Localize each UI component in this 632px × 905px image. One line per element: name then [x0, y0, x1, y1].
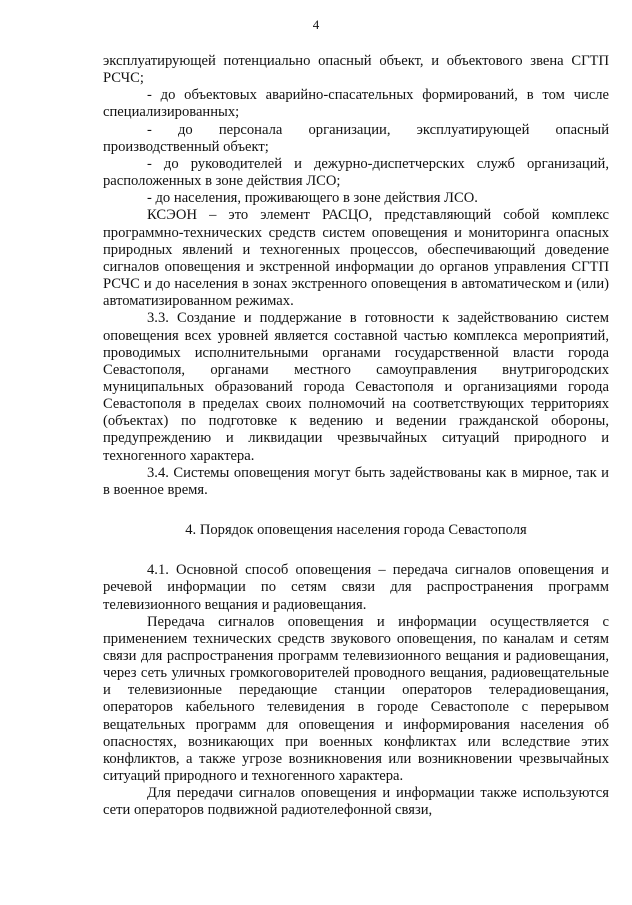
document-body: [103, 53, 609, 820]
paragraph-signal-transmission: Передача сигналов оповещения и информации осуществляется с применением технических средств звукового оповещения, по каналам и сетям связи для распространения программ телевизионного вещания и радиовещания, через сеть уличных громкоговорителей проводного вещания, радиовещательные и телевизионные передающие станции операторов телерадиовещания, операторов кабельного телевидения в городе Севастополе с перерывом вещательных программ для оповещения и информирования населения об опасностях, возникающих при военных конфликтах или вследствие этих конфликтов, а также угрозе возникновения или возникновении чрезвычайных ситуаций природного и техногенного характера.: [103, 613, 609, 785]
paragraph-3-4: 3.4. Системы оповещения могут быть задействованы как в мирное, так и в военное время.: [103, 464, 609, 498]
paragraph-continuation: эксплуатирующей потенциально опасный объект, и объектового звена СГТП РСЧС;: [103, 53, 609, 87]
list-item-managers: - до руководителей и дежурно-диспетчерских служб организаций, расположенных в зоне действия ЛСО;: [103, 155, 609, 190]
paragraph-kseon: КСЭОН – это элемент РАСЦО, представляющий собой комплекс программно-технических средств систем оповещения и мониторинга опасных природных явлений и техногенных процессов, обеспечивающий доведение сигналов оповещения и экстренной информации до органов управления СГТП РСЧС и до населения в зонах экстренного оповещения в автоматическом и (или) автоматизированном режимах.: [103, 207, 609, 310]
paragraph-3-3: 3.3. Создание и поддержание в готовности к задействованию систем оповещения всех уровней является составной частью комплекса мероприятий, проводимых исполнительными органами государственной власти города Севастополя, органами местного самоуправления внутригородских муниципальных образований города Севастополя и организациями города Севастополя в пределах своих полномочий на соответствующих территориях (объектах) по подготовке к ведению и ведении гражданской обороны, предупреждению и ликвидации чрезвычайных ситуаций природного и техногенного характера.: [103, 310, 609, 464]
section-title: 4. Порядок оповещения населения города Севастополя: [185, 522, 527, 539]
list-item-population: - до населения, проживающего в зоне действия ЛСО.: [147, 190, 478, 207]
list-item-emergency-units: - до объектовых аварийно-спасательных формирований, в том числе специализированных;: [103, 87, 609, 121]
list-item-personnel: - до персонала организации, эксплуатирующей опасный производственный объект;: [103, 121, 609, 155]
paragraph-mobile-networks: Для передачи сигналов оповещения и информации также используются сети операторов подвижной радиотелефонной связи,: [103, 785, 609, 819]
page-number: 4: [312, 17, 320, 32]
paragraph-4-1: 4.1. Основной способ оповещения – передача сигналов оповещения и речевой информации по сетям связи для распространения программ телевизионного вещания и радиовещания.: [103, 562, 609, 613]
